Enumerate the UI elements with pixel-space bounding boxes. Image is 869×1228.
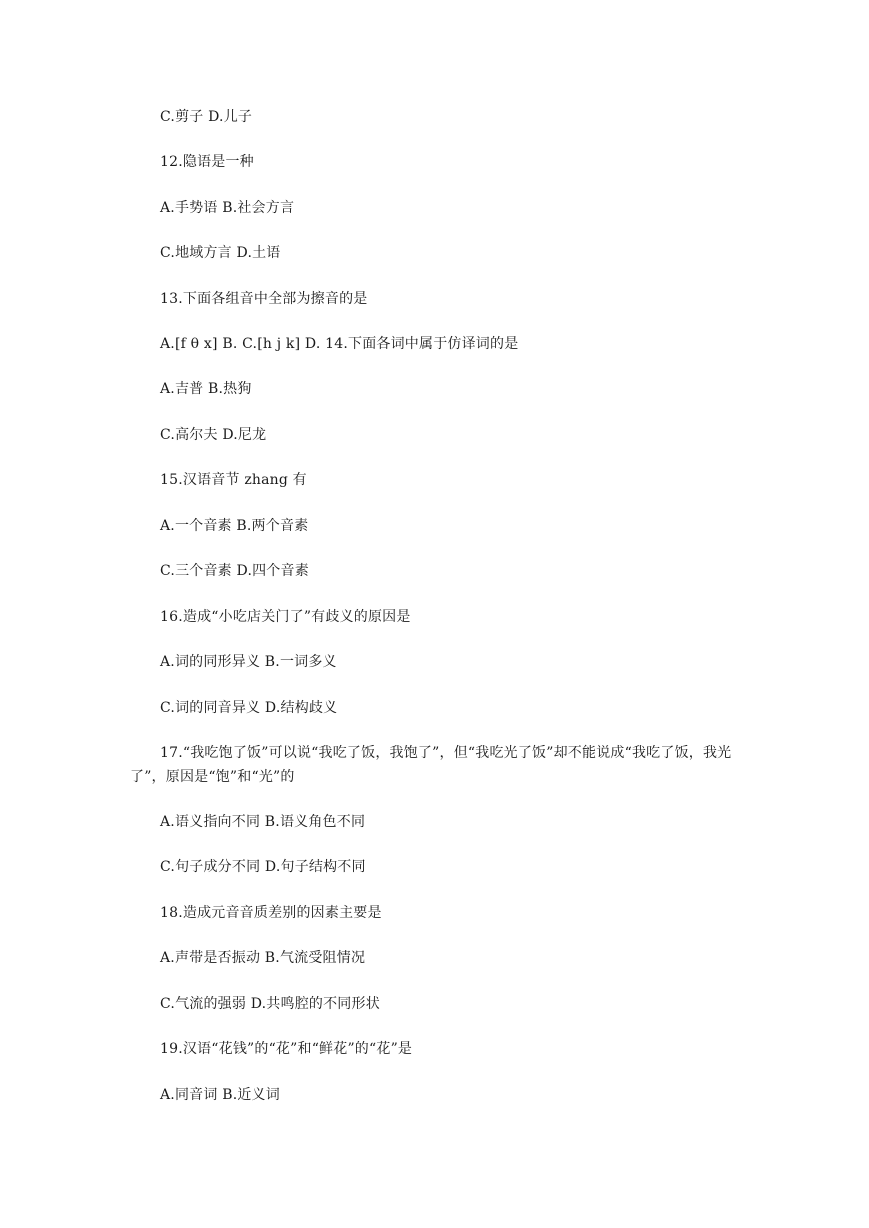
question-19: 19.汉语“花钱”的“花”和“鲜花”的“花”是 (160, 1041, 413, 1057)
question-17: 17.“我吃饱了饭”可以说“我吃了饭，我饱了”，但“我吃光了饭”却不能说成“我吃了饭，我光了”，原因是“饱”和“光”的 (130, 745, 732, 785)
option-line: C.气流的强弱 D.共鸣腔的不同形状 (160, 996, 380, 1012)
option-line: C.地域方言 D.土语 (160, 245, 281, 261)
option-line: C.三个音素 D.四个音素 (160, 563, 309, 579)
option-line: A.词的同形异义 B.一词多义 (160, 654, 337, 670)
option-line: C.词的同音异义 D.结构歧义 (160, 700, 338, 716)
option-line: C.高尔夫 D.尼龙 (160, 427, 267, 443)
option-line: A.手势语 B.社会方言 (160, 200, 295, 216)
question-13: 13.下面各组音中全部为擦音的是 (160, 291, 368, 307)
option-line: C.剪子 D.儿子 (160, 109, 253, 125)
option-line-question-14: A.[f θ x] B. C.[h j k] D. 14.下面各词中属于仿译词的是 (160, 336, 519, 352)
question-16: 16.造成“小吃店关门了”有歧义的原因是 (160, 609, 411, 625)
question-18: 18.造成元音音质差别的因素主要是 (160, 905, 382, 921)
question-15: 15.汉语音节 zhang 有 (160, 472, 307, 488)
option-line: C.句子成分不同 D.句子结构不同 (160, 859, 366, 875)
option-line: A.吉普 B.热狗 (160, 381, 252, 397)
question-12: 12.隐语是一种 (160, 154, 254, 170)
option-line: A.同音词 B.近义词 (160, 1087, 280, 1103)
option-line: A.一个音素 B.两个音素 (160, 518, 309, 534)
option-line: A.声带是否振动 B.气流受阻情况 (160, 950, 366, 966)
option-line: A.语义指向不同 B.语义角色不同 (160, 814, 366, 830)
